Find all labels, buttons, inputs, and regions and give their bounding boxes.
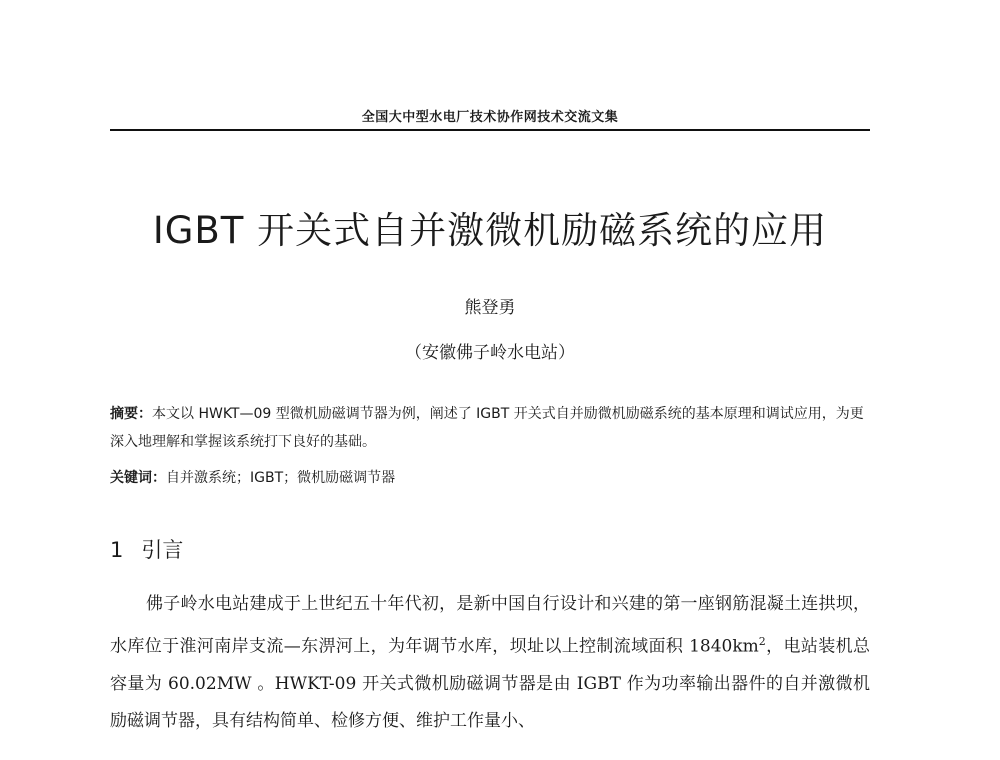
section-number: 1	[110, 538, 124, 562]
abstract	[110, 400, 870, 456]
section-heading	[110, 534, 183, 564]
author-name: 熊登勇	[464, 298, 516, 318]
author-affiliation: （安徽佛子岭水电站）	[405, 343, 575, 363]
paper-title: IGBT 开关式自并激微机励磁系统的应用	[152, 209, 828, 252]
abstract-label: 摘要：	[110, 406, 152, 422]
superscript-exponent: 2	[758, 635, 766, 648]
keywords-text: 自并激系统；IGBT；微机励磁调节器	[166, 470, 396, 486]
running-header: 全国大中型水电厂技术协作网技术交流文集	[361, 110, 619, 125]
abstract-text: 本文以 HWKT—09 型微机励磁调节器为例，阐述了 IGBT 开关式自并励微机励磁系统的基本原理和调试应用，为更深入地理解和掌握该系统打下良好的基础。	[110, 406, 864, 450]
paragraph-text-2: ，电站装机总容量为 60.02MW 。HWKT-09 开关式微机励磁调节器是由 IGBT 作为功率输出器件的自并激微机励磁调节器，具有结构简单、检修方便、维护工作量小、	[110, 636, 871, 731]
section-title: 引言	[141, 538, 184, 562]
paragraph-text-1: 佛子岭水电站建成于上世纪五十年代初，是新中国自行设计和兴建的第一座钢筋混凝土连拱坝，水库位于淮河南岸支流—东淠河上，为年调节水库，坝址以上控制流域面积 1840km	[110, 594, 870, 657]
keywords-label: 关键词：	[110, 470, 166, 486]
keywords	[110, 466, 870, 490]
header-divider	[110, 129, 870, 131]
body-paragraph	[110, 586, 870, 740]
